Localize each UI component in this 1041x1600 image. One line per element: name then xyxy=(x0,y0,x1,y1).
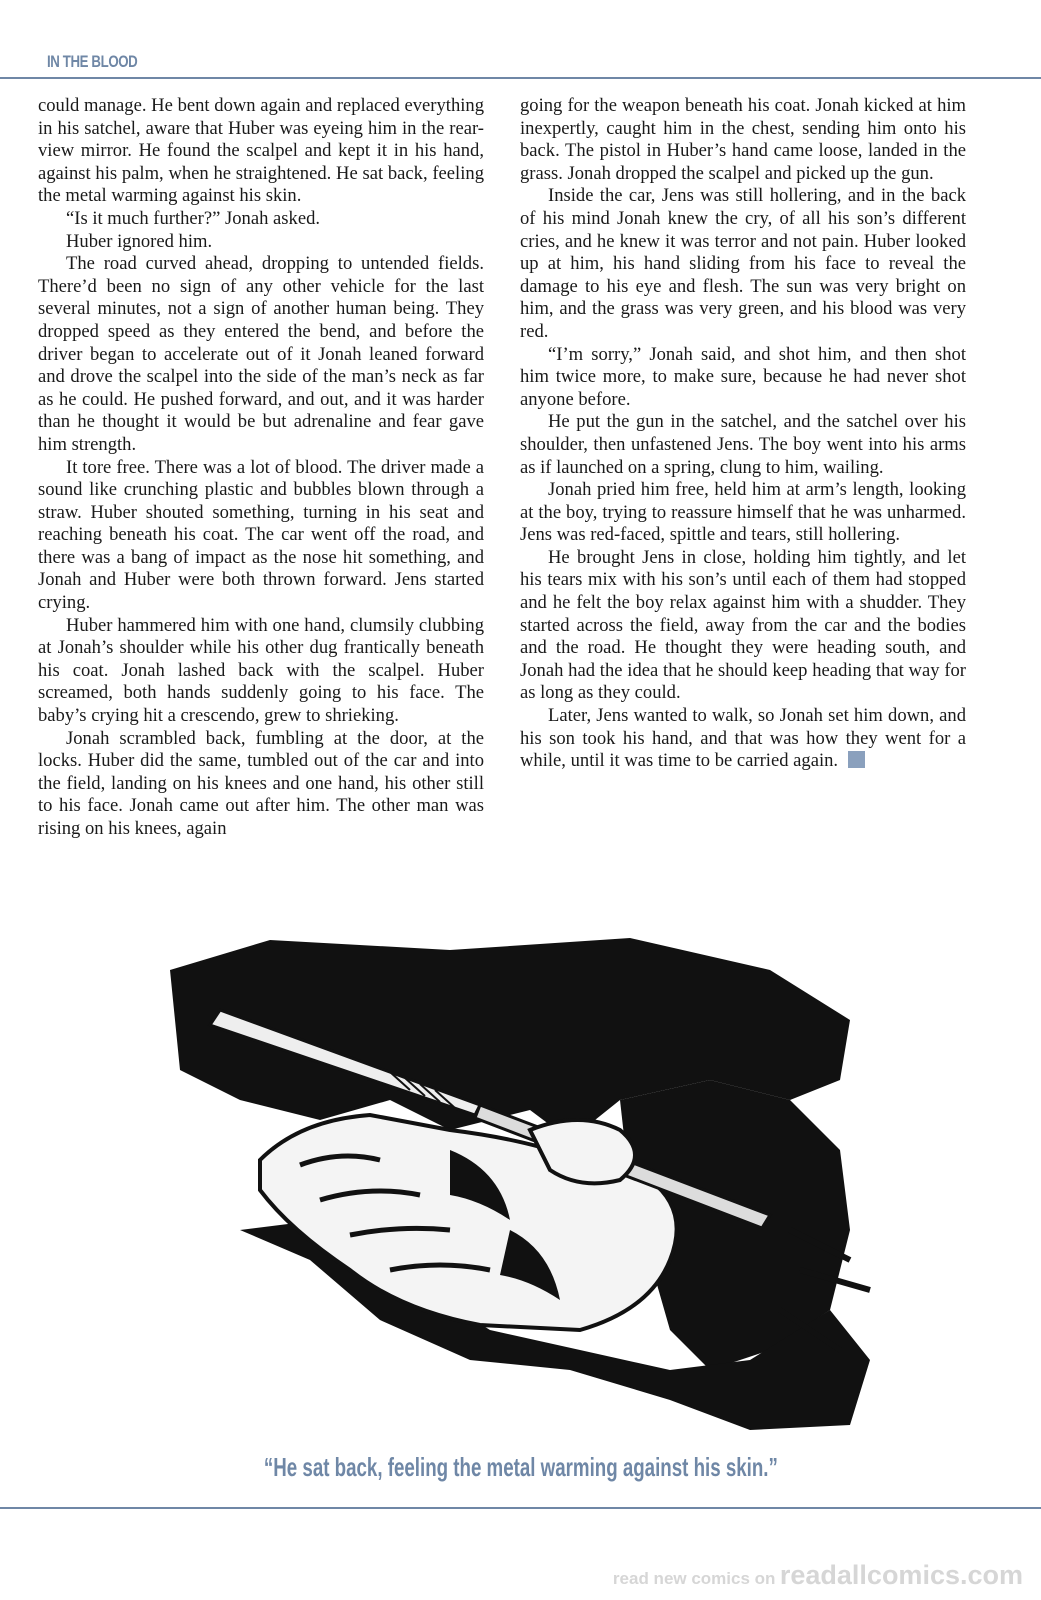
paragraph: Huber ignored him. xyxy=(66,230,213,252)
paragraph: It tore free. There was a lot of blood. The driver made a sound like crunching plastic and bubbles blown through a straw. Huber shouted something, turning in his seat and reaching beneath his coat. The car went off the road, and there was a bang of impact as the nose hit something, and Jonah and Huber were both thrown forward. Jens started crying. xyxy=(38,456,484,614)
paragraph: Inside the car, Jens was still hollering, and in the back of his mind Jonah knew the cry, of all his son’s different cries, and he knew it was terror and not pain. Huber looked up at him, his hand sliding from his face to reveal the damage to his eye and flesh. The sun was very bright on him, and the grass was very green, and his blood was very red. xyxy=(520,185,966,342)
pull-quote xyxy=(0,1452,1041,1483)
paragraph: Huber hammered him with one hand, clumsily clubbing at Jonah’s shoulder while his other dug frantically beneath his coat. Jonah lashed back with the scalpel. Huber screamed, both hands suddenly going to his face. The baby’s crying hit a crescendo, grew to shrieking. xyxy=(38,614,484,727)
paragraph: Jonah pried him free, held him at arm’s length, looking at the boy, trying to reassure himself that he was unharmed. Jens was red-faced, spittle and tears, still hollering. xyxy=(520,479,966,546)
paragraph: could manage. He bent down again and replaced everything in his satchel, aware that Huber was eyeing him in the rear-view mirror. He found the scalpel and kept it in his hand, against his palm, when he straightened. He sat back, feeling the metal warming against his skin. xyxy=(38,95,484,207)
left-column xyxy=(38,95,484,841)
hand-with-scalpel-illustration xyxy=(150,930,910,1440)
paragraph xyxy=(520,705,966,773)
watermark-prefix: read new comics on xyxy=(612,1569,776,1588)
watermark-site: readallcomics.com xyxy=(779,1560,1023,1590)
right-column xyxy=(520,95,966,773)
paragraph: going for the weapon beneath his coat. Jonah kicked at him inexpertly, caught him in the chest, sending him onto his back. The pistol in Huber’s hand came loose, landed in the grass. Jonah dropped the scalpel and picked up the gun. xyxy=(520,95,966,184)
paragraph: “Is it much further?” Jonah asked. xyxy=(66,207,321,229)
paragraph: He brought Jens in close, holding him tightly, and let his tears mix with his son’s until each of them had stopped and he felt the boy relax against him with a shudder. They started across the field, away from the car and the bodies and the road. He thought they were heading south, and Jonah had the idea that he should keep heading that way for as long as they could. xyxy=(520,546,966,704)
paragraph: He put the gun in the satchel, and the satchel over his shoulder, then unfastened Jens. The boy went into his arms as if launched on a spring, clung to him, wailing. xyxy=(520,411,966,478)
header-rule xyxy=(0,77,1041,79)
paragraph: “I’m sorry,” Jonah said, and shot him, and then shot him twice more, to make sure, because he had never shot anyone before. xyxy=(520,343,966,410)
paragraph: Jonah scrambled back, fumbling at the door, at the locks. Huber did the same, tumbled out of the car and into the field, landing on his knees and one hand, his other still to his face. Jonah came out after him. The other man was rising on his knees, again xyxy=(38,727,484,839)
section-title: IN THE BLOOD xyxy=(47,52,138,71)
pull-quote-text: “He sat back, feeling the metal warming against his skin.” xyxy=(263,1452,778,1482)
footer-rule xyxy=(0,1507,1041,1509)
end-of-story-mark xyxy=(848,751,865,768)
paragraph-text: Later, Jens wanted to walk, so Jonah set him down, and his son took his hand, and that was how they went for a while, until it was time to be carried again. xyxy=(520,705,966,772)
site-watermark[interactable] xyxy=(613,1560,1023,1591)
paragraph: The road curved ahead, dropping to untended fields. There’d been no sign of any other vehicle for the last several minutes, not a sign of another human being. They dropped speed as they entered the bend, and before the driver began to accelerate out of it Jonah leaned forward and drove the scalpel into the side of the man’s neck as far as he could. He pushed forward, and out, and it was harder than he thought it would be but adrenaline and fear gave him strength. xyxy=(38,253,484,455)
